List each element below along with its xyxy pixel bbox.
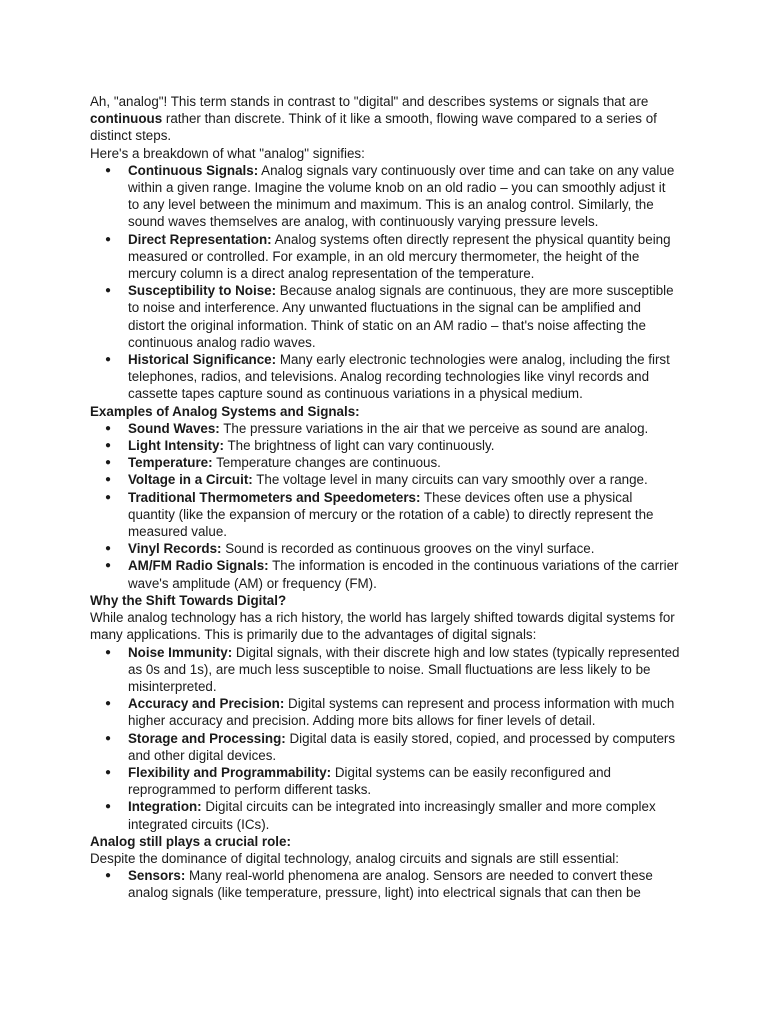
list-item <box>128 764 680 798</box>
intro-emphasis: continuous <box>90 111 163 127</box>
item-text: Many real-world phenomena are analog. Sensors are needed to convert these analog signals (like temperature, pressure, light) into electrical signals that can then be <box>128 868 653 901</box>
list-item <box>128 540 680 557</box>
item-term: AM/FM Radio Signals: <box>128 558 269 574</box>
item-term: Sensors: <box>128 868 186 884</box>
list-item <box>128 695 680 729</box>
list-item <box>128 282 680 351</box>
item-term: Accuracy and Precision: <box>128 696 285 712</box>
item-text: Digital systems can represent and process information with much higher accuracy and precision. Adding more bits allows for finer levels of detail. <box>128 696 675 729</box>
item-term: Flexibility and Programmability: <box>128 764 332 780</box>
list-item <box>128 644 680 696</box>
item-term: Integration: <box>128 799 202 815</box>
item-text: Analog systems often directly represent the physical quantity being measured or controlled. For example, in an old mercury thermometer, the height of the mercury column is a direct analog representation of the temperature. <box>128 231 671 282</box>
item-text: Many early electronic technologies were analog, including the first telephones, radios, and televisions. Analog recording technologies like vinyl records and cassette tapes capture sound as continuous variations in a physical medium. <box>128 352 670 402</box>
item-text: The voltage level in many circuits can vary smoothly over a range. <box>252 472 648 488</box>
roles-list <box>90 867 680 901</box>
item-term: Noise Immunity: <box>128 644 233 660</box>
list-item <box>128 162 680 231</box>
shift-intro: While analog technology has a rich history, the world has largely shifted towards digital systems for many applications. This is primarily due to the advantages of digital signals: <box>90 610 675 643</box>
item-text: Analog signals vary continuously over time and can take on any value within a given range. Imagine the volume knob on an old radio – you can smoothly adjust it to any level between the minimum and maximum. This is an analog control. Similarly, the sound waves themselves are analog, with continuously varying pressure levels. <box>128 162 675 230</box>
role-intro: Despite the dominance of digital technology, analog circuits and signals are still essential: <box>90 850 619 866</box>
list-item <box>128 351 680 403</box>
list-item <box>128 798 680 832</box>
item-text: Digital signals, with their discrete high and low states (typically represented as 0s and 1s), are much less susceptible to noise. Small fluctuations are less likely to be misinterpreted. <box>128 644 680 694</box>
item-term: Storage and Processing: <box>128 730 286 746</box>
list-item <box>128 454 680 471</box>
item-text: Digital systems can be easily reconfigured and reprogrammed to perform different tasks. <box>128 764 611 798</box>
list-item <box>128 867 680 901</box>
item-term: Voltage in a Circuit: <box>128 472 253 488</box>
examples-list <box>90 420 680 592</box>
item-term: Traditional Thermometers and Speedometers: <box>128 489 421 505</box>
list-item <box>128 730 680 764</box>
shift-heading: Why the Shift Towards Digital? <box>90 592 287 608</box>
list-item <box>128 420 680 437</box>
item-term: Susceptibility to Noise: <box>128 283 277 299</box>
intro-text-start: Ah, "analog"! This term stands in contrast to "digital" and describes systems or signals that are <box>90 94 649 109</box>
list-item <box>128 557 680 591</box>
item-term: Continuous Signals: <box>128 162 259 178</box>
signifies-list <box>90 162 680 403</box>
breakdown-line: Here's a breakdown of what "analog" signifies: <box>90 145 365 161</box>
item-text: These devices often use a physical quantity (like the expansion of mercury or the rotation of a cable) to directly represent the measured value. <box>128 489 654 540</box>
item-text: Sound is recorded as continuous grooves on the vinyl surface. <box>221 541 595 557</box>
list-item <box>128 489 680 541</box>
advantages-list <box>90 644 680 833</box>
item-term: Temperature: <box>128 455 213 471</box>
item-text: Digital data is easily stored, copied, and processed by computers and other digital devices. <box>128 730 676 763</box>
intro-paragraph <box>90 93 680 145</box>
item-term: Sound Waves: <box>128 420 220 436</box>
role-heading: Analog still plays a crucial role: <box>90 833 291 849</box>
item-text: Digital circuits can be integrated into increasingly smaller and more complex integrated circuits (ICs). <box>128 799 656 832</box>
list-item <box>128 437 680 454</box>
item-text: The information is encoded in the continuous variations of the carrier wave's amplitude (AM) or frequency (FM). <box>128 558 679 591</box>
item-term: Light Intensity: <box>128 438 224 454</box>
item-text: The brightness of light can vary continuously. <box>223 438 495 454</box>
item-text: Because analog signals are continuous, they are more susceptible to noise and interference. Any unwanted fluctuations in the signal can be amplified and distort the original information. Think of static on an AM radio – that's noise affecting the continuous analog radio waves. <box>128 283 674 350</box>
item-term: Vinyl Records: <box>128 541 222 557</box>
document-page <box>90 93 680 902</box>
item-text: The pressure variations in the air that we perceive as sound are analog. <box>219 420 649 436</box>
item-text: Temperature changes are continuous. <box>212 455 441 471</box>
examples-heading: Examples of Analog Systems and Signals: <box>90 403 360 419</box>
item-term: Direct Representation: <box>128 231 272 247</box>
intro-text-end: rather than discrete. Think of it like a smooth, flowing wave compared to a series of distinct steps. <box>90 111 657 144</box>
list-item <box>128 471 680 488</box>
list-item <box>128 231 680 283</box>
item-term: Historical Significance: <box>128 352 277 368</box>
